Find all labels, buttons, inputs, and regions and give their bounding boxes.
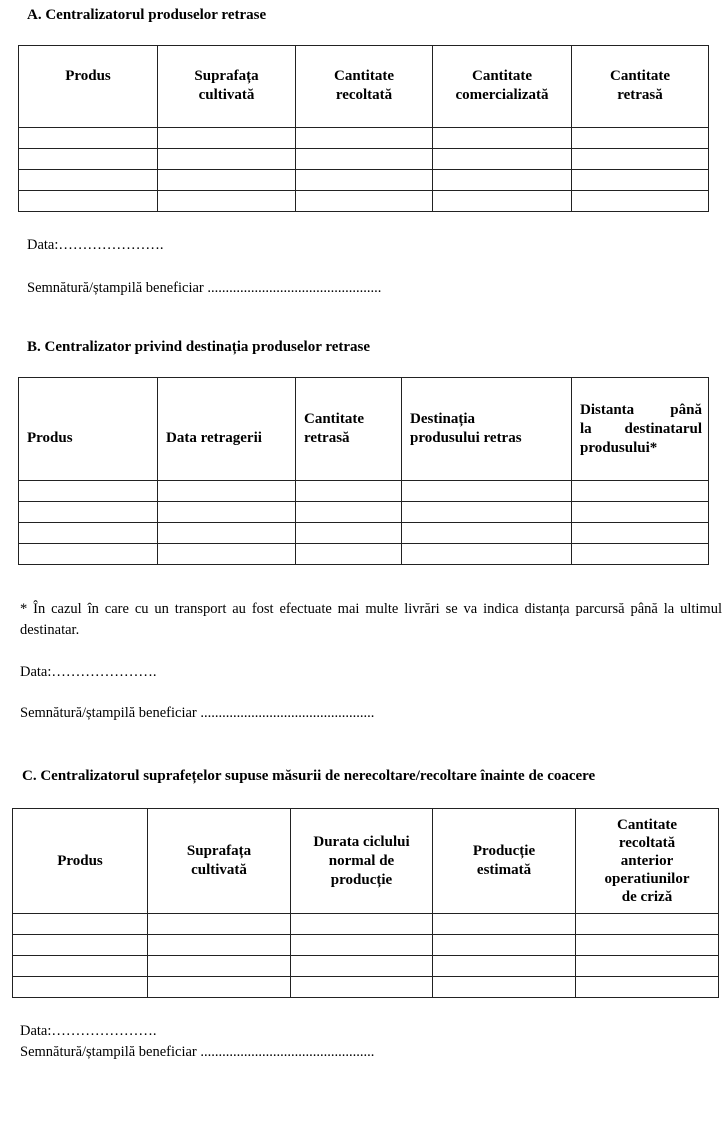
table-cell[interactable] [19, 149, 158, 170]
table-c-header-suprafata: Suprafața cultivată [148, 809, 291, 914]
table-cell[interactable] [572, 502, 709, 523]
table-cell[interactable] [158, 502, 296, 523]
table-row [13, 935, 719, 956]
table-cell[interactable] [158, 149, 296, 170]
table-cell[interactable] [572, 149, 709, 170]
section-b-footnote: * În cazul în care cu un transport au fost efectuate mai multe livrări se va indica distanța parcursă până la ultimul destinatar. [20, 601, 722, 638]
table-c-header-produs: Produs [13, 809, 148, 914]
table-cell[interactable] [148, 956, 291, 977]
table-c-header-productie-estimata: Producție estimată [433, 809, 576, 914]
table-a-header-cantitate-comercializata: Cantitate comercializată [433, 46, 572, 128]
table-cell[interactable] [433, 170, 572, 191]
table-cell[interactable] [572, 191, 709, 212]
table-cell[interactable] [158, 481, 296, 502]
table-cell[interactable] [576, 956, 719, 977]
table-cell[interactable] [19, 481, 158, 502]
table-row [13, 956, 719, 977]
table-cell[interactable] [296, 481, 402, 502]
table-cell[interactable] [572, 170, 709, 191]
section-c-title: C. Centralizatorul suprafețelor supuse măsurii de nerecoltare/recoltare înainte de coacere [22, 768, 596, 784]
table-cell[interactable] [402, 502, 572, 523]
table-row [19, 481, 709, 502]
table-cell[interactable] [433, 956, 576, 977]
table-cell[interactable] [576, 977, 719, 998]
table-b-header-data-retragerii: Data retragerii [158, 378, 296, 481]
section-a-signature-field[interactable]: Semnătură/ștampilă beneficiar ................................................ [27, 280, 382, 296]
table-cell[interactable] [433, 914, 576, 935]
table-a-header-produs: Produs [19, 46, 158, 128]
table-cell[interactable] [158, 523, 296, 544]
table-cell[interactable] [296, 191, 433, 212]
table-row [19, 544, 709, 565]
table-b-header-cantitate-retrasa: Cantitate retrasă [296, 378, 402, 481]
table-cell[interactable] [433, 149, 572, 170]
table-c [12, 808, 719, 998]
table-cell[interactable] [148, 935, 291, 956]
table-row [19, 149, 709, 170]
table-cell[interactable] [296, 502, 402, 523]
table-a-header-row [19, 46, 709, 128]
table-cell[interactable] [296, 544, 402, 565]
table-cell[interactable] [402, 481, 572, 502]
table-c-header-durata-ciclului: Durata ciclului normal de producție [291, 809, 433, 914]
table-b-header-destinatia: Destinația produsului retras [402, 378, 572, 481]
table-cell[interactable] [433, 191, 572, 212]
section-a-date-field[interactable]: Data:…………………. [27, 237, 164, 253]
table-b [18, 377, 709, 565]
table-c-header-cantitate-recoltata: Cantitate recoltată anterior operatiunilor de criză [576, 809, 719, 914]
table-cell[interactable] [433, 935, 576, 956]
table-cell[interactable] [402, 544, 572, 565]
table-cell[interactable] [19, 191, 158, 212]
table-cell[interactable] [572, 544, 709, 565]
table-cell[interactable] [158, 170, 296, 191]
table-cell[interactable] [433, 128, 572, 149]
table-cell[interactable] [19, 523, 158, 544]
table-cell[interactable] [572, 481, 709, 502]
table-cell[interactable] [19, 170, 158, 191]
table-cell[interactable] [13, 977, 148, 998]
table-row [13, 977, 719, 998]
table-c-header-row [13, 809, 719, 914]
table-cell[interactable] [572, 128, 709, 149]
section-b-signature-field[interactable]: Semnătură/ștampilă beneficiar ................................................ [20, 705, 375, 721]
table-cell[interactable] [158, 191, 296, 212]
table-a-header-suprafata: Suprafața cultivată [158, 46, 296, 128]
section-b-date-field[interactable]: Data:…………………. [20, 664, 157, 680]
table-cell[interactable] [148, 977, 291, 998]
table-b-header-distanta: Distanta până la destinatarul produsului* [572, 378, 709, 481]
table-cell[interactable] [296, 170, 433, 191]
table-cell[interactable] [19, 502, 158, 523]
table-cell[interactable] [576, 935, 719, 956]
section-c-signature-field[interactable]: Semnătură/ștampilă beneficiar ................................................ [20, 1044, 375, 1060]
table-row [19, 523, 709, 544]
table-cell[interactable] [19, 544, 158, 565]
table-cell[interactable] [291, 977, 433, 998]
table-cell[interactable] [291, 914, 433, 935]
table-cell[interactable] [148, 914, 291, 935]
table-row [19, 191, 709, 212]
table-row [19, 502, 709, 523]
table-row [19, 170, 709, 191]
table-cell[interactable] [19, 128, 158, 149]
table-cell[interactable] [296, 523, 402, 544]
table-cell[interactable] [572, 523, 709, 544]
table-a-header-cantitate-retrasa: Cantitate retrasă [572, 46, 709, 128]
table-b-header-produs: Produs [19, 378, 158, 481]
section-b-title: B. Centralizator privind destinația produselor retrase [27, 339, 371, 355]
table-row [19, 128, 709, 149]
table-cell[interactable] [433, 977, 576, 998]
table-cell[interactable] [291, 935, 433, 956]
table-a [18, 45, 709, 212]
table-cell[interactable] [13, 935, 148, 956]
table-cell[interactable] [296, 128, 433, 149]
table-cell[interactable] [158, 544, 296, 565]
table-b-header-row [19, 378, 709, 481]
table-cell[interactable] [13, 956, 148, 977]
table-cell[interactable] [296, 149, 433, 170]
table-cell[interactable] [158, 128, 296, 149]
table-a-header-cantitate-recoltata: Cantitate recoltată [296, 46, 433, 128]
table-cell[interactable] [13, 914, 148, 935]
table-cell[interactable] [402, 523, 572, 544]
table-cell[interactable] [291, 956, 433, 977]
table-cell[interactable] [576, 914, 719, 935]
section-c-date-field[interactable]: Data:…………………. [20, 1023, 157, 1039]
section-a-title: A. Centralizatorul produselor retrase [27, 7, 267, 23]
table-row [13, 914, 719, 935]
